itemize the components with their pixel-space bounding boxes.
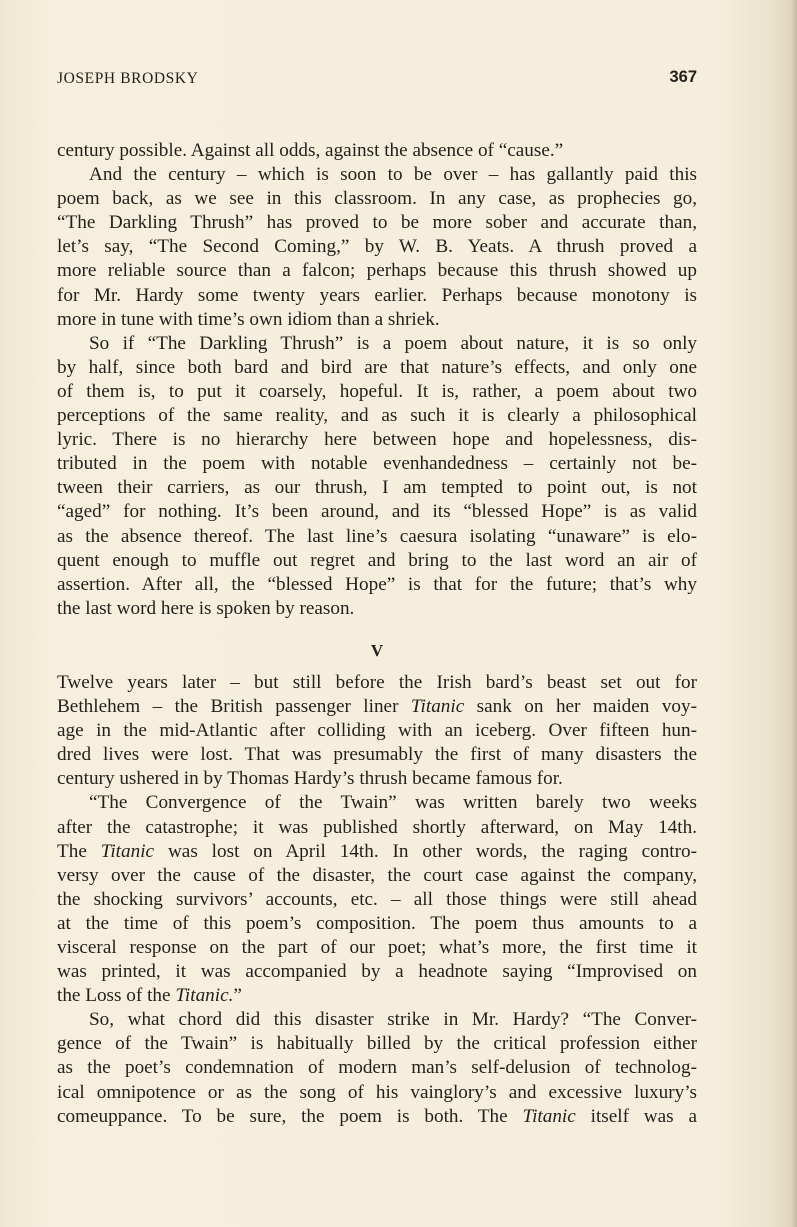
text-line: ical omnipotence or as the song of his vainglory’s and excessive luxury’s — [57, 1081, 697, 1103]
text-segment: ” — [233, 985, 242, 1007]
text-line: quent enough to muffle out regret and bring to the last word an air of — [57, 549, 697, 571]
text-line: “The Convergence of the Twain” was written barely two weeks — [89, 792, 697, 814]
italic-title: Titanic. — [175, 985, 234, 1007]
text-line: gence of the Twain” is habitually billed by the critical profession either — [57, 1033, 697, 1055]
text-segment: itself was a — [575, 1105, 697, 1127]
text-line: lyric. There is no hierarchy here between hope and hopelessness, dis- — [57, 429, 697, 451]
text-line: assertion. After all, the “blessed Hope” is that for the future; that’s why — [57, 573, 697, 595]
italic-title: Titanic — [100, 840, 155, 862]
paragraph — [57, 671, 697, 791]
text-line — [57, 840, 697, 864]
text-segment: The — [57, 840, 101, 862]
body-text — [57, 139, 697, 1129]
italic-title: Titanic — [522, 1105, 576, 1127]
text-line: for Mr. Hardy some twenty years earlier. Perhaps because monotony is — [57, 284, 697, 306]
paragraph — [57, 1008, 697, 1128]
text-line: tween their carriers, as our thrush, I am tempted to point out, is not — [57, 477, 697, 499]
text-segment: the Loss of the — [57, 985, 176, 1007]
text-line: as the poet’s condemnation of modern man’s self-delusion of technolog- — [57, 1057, 697, 1079]
paragraph — [57, 332, 697, 621]
text-line: age in the mid-Atlantic after colliding with an iceberg. Over fifteen hun- — [57, 720, 697, 742]
text-line: let’s say, “The Second Coming,” by W. B. Yeats. A thrush proved a — [57, 236, 697, 258]
text-line: century ushered in by Thomas Hardy’s thrush became famous for. — [57, 768, 563, 790]
text-segment: comeuppance. To be sure, the poem is both. The — [57, 1105, 523, 1127]
text-segment: Bethlehem – the British passenger liner — [57, 696, 411, 718]
paragraph-continuation — [57, 139, 697, 163]
text-line: century possible. Against all odds, against the absence of “cause.” — [57, 140, 564, 161]
text-line: at the time of this poem’s composition. The poem thus amounts to a — [57, 912, 697, 934]
text-line: And the century – which is soon to be over – has gallantly paid this — [89, 164, 697, 186]
text-line: was printed, it was accompanied by a headnote saying “Improvised on — [57, 961, 697, 983]
paragraph — [57, 791, 697, 1008]
text-line — [57, 1105, 697, 1129]
text-segment: sank on her maiden voy- — [464, 696, 697, 718]
running-head — [57, 68, 697, 92]
text-line: tributed in the poem with notable evenhandedness – certainly not be- — [57, 453, 697, 475]
text-line: as the absence thereof. The last line’s caesura isolating “unaware” is elo- — [57, 525, 697, 547]
text-segment: was lost on April 14th. In other words, the raging contro- — [154, 840, 697, 862]
text-line: after the catastrophe; it was published shortly afterward, on May 14th. — [57, 816, 697, 838]
page-edge-shadow — [791, 0, 797, 1227]
text-line: more reliable source than a falcon; perhaps because this thrush showed up — [57, 260, 697, 282]
section-heading: V — [370, 640, 384, 660]
text-line: So, what chord did this disaster strike in Mr. Hardy? “The Conver- — [89, 1009, 697, 1031]
text-line: “aged” for nothing. It’s been around, and its “blessed Hope” is as valid — [57, 501, 697, 523]
text-line — [57, 695, 697, 719]
running-head-author: JOSEPH BRODSKY — [57, 70, 199, 87]
text-line: versy over the cause of the disaster, the court case against the company, — [57, 864, 697, 886]
text-line: perceptions of the same reality, and as such it is clearly a philosophical — [57, 405, 697, 427]
text-line: the shocking survivors’ accounts, etc. – all those things were still ahead — [57, 888, 697, 910]
text-line: dred lives were lost. That was presumably the first of many disasters the — [57, 744, 697, 766]
italic-title: Titanic — [410, 696, 465, 718]
text-line — [57, 984, 697, 1008]
text-line: by half, since both bard and bird are that nature’s effects, and only one — [57, 356, 697, 378]
text-line: poem back, as we see in this classroom. In any case, as prophecies go, — [57, 188, 697, 210]
text-line: Twelve years later – but still before the Irish bard’s beast set out for — [57, 671, 697, 693]
text-line: “The Darkling Thrush” has proved to be more sober and accurate than, — [57, 212, 697, 234]
text-line: So if “The Darkling Thrush” is a poem about nature, it is so only — [89, 332, 697, 354]
text-line: of them is, to put it coarsely, hopeful. It is, rather, a poem about two — [57, 380, 697, 402]
text-line: the last word here is spoken by reason. — [57, 597, 355, 619]
page-number: 367 — [669, 68, 697, 86]
text-line: more in tune with time’s own idiom than a shriek. — [57, 308, 440, 330]
text-line: visceral response on the part of our poet; what’s more, the first time it — [57, 937, 697, 958]
paragraph — [57, 163, 697, 332]
